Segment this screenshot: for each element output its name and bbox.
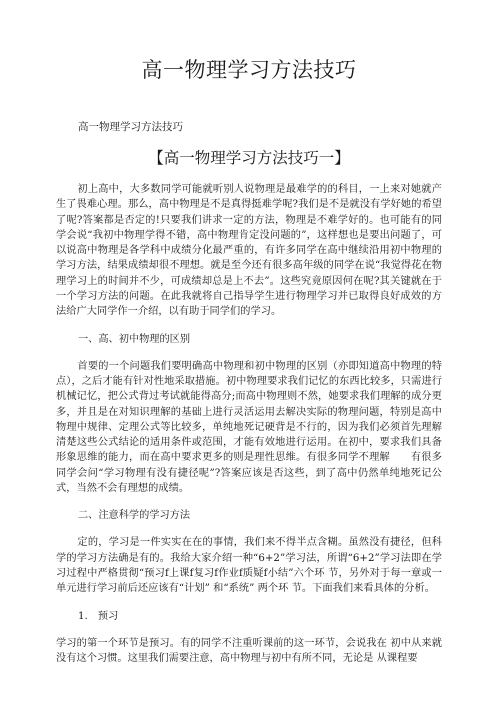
intro-paragraph: 初上高中，大多数同学可能就听别人说物理是最难学的的科目，一上来对她就产生了畏难心理。那么，高中物理是不是真得挺难学呢?我们是不是就没有学好她的希望了呢?答案都是否定的!只要我们讲求一定的方法，物理是不难学好的。也可能有的同学会说“我初中物理学得不错，高中物理肯定没问题的”，这样想也是要出问题了，可以说高中物理是各学科中成绩分化最严重的，有许多同学在高中继续沿用初中物理的学习方法，结果成绩却很不理想。就是至今还有很多高年级的同学在说“我觉得花在物理学习上的时间并不少，可成绩却总是上不去”。这些究竟原因何在呢?其关键就在于一个学习方法的问题。在此我就将自己指导学生进行物理学习并已取得良好成效的方法给广大同学作一介绍，以有助于同学们的学习。 [56,184,442,318]
document-title: 高一物理学习方法技巧 [141,58,357,82]
subheading-preview: 1. 预习 [78,610,119,622]
differences-paragraph: 首要的一个问题我们要明确高中物理和初中物理的区别（亦即知道高中物理的特点），之后才能有针对性地采取措施。初中物理要求我们记忆的东西比较多，只需进行机械记忆，把公式背过考试就能得高分;而高中物理则不然，她要求我们理解的成分更多，并且是在对知识理解的基础上进行灵活运用去解决实际的物理问题，特别是高中物理中规律、定理公式等比较多，单纯地死记硬背是不行的，因为我们必须首先理解清楚这些公式结论的适用条件或范围，才能有效地进行运用。在初中，要求我们具备形象思维的能力，而在高中要求更多的则是理性思维。有很多同学不理解 有很多同学会问“学习物理有没有捷径呢”?答案应该是否这些，到了高中仍然单纯地死记公式，当然不会有理想的成绩。 [56,360,442,495]
methods-paragraph: 定的，学习是一件实实在在的事情，我们来不得半点含糊。虽然没有捷径，但科学的学习方法确是有的。我给大家介绍一种“6+2”学习法，所谓“6+2”学习法即在学习过程中严格贯彻“预习f上课f复习f作业f质疑f小结”六个环 节，另外对于每一章或一单元进行学习前后还应该有“计划” 和“系统” 两个环 节。下面我们来看具体的分析。 [56,537,442,595]
section-heading: 【高一物理学习方法技巧一】 [148,149,350,167]
preview-paragraph: 学习的第一个环节是预习。有的同学不注重听课前的这一环节，会说我在 初中从来就没有这个习惯。这里我们需要注意，高中物理与初中有所不同，无论是 从课程要 [56,637,442,664]
subheading-methods: 二、注意科学的学习方法 [78,510,191,522]
subheading-differences: 一、高、初中物理的区别 [78,333,191,345]
document-subtitle: 高一物理学习方法技巧 [78,121,183,133]
